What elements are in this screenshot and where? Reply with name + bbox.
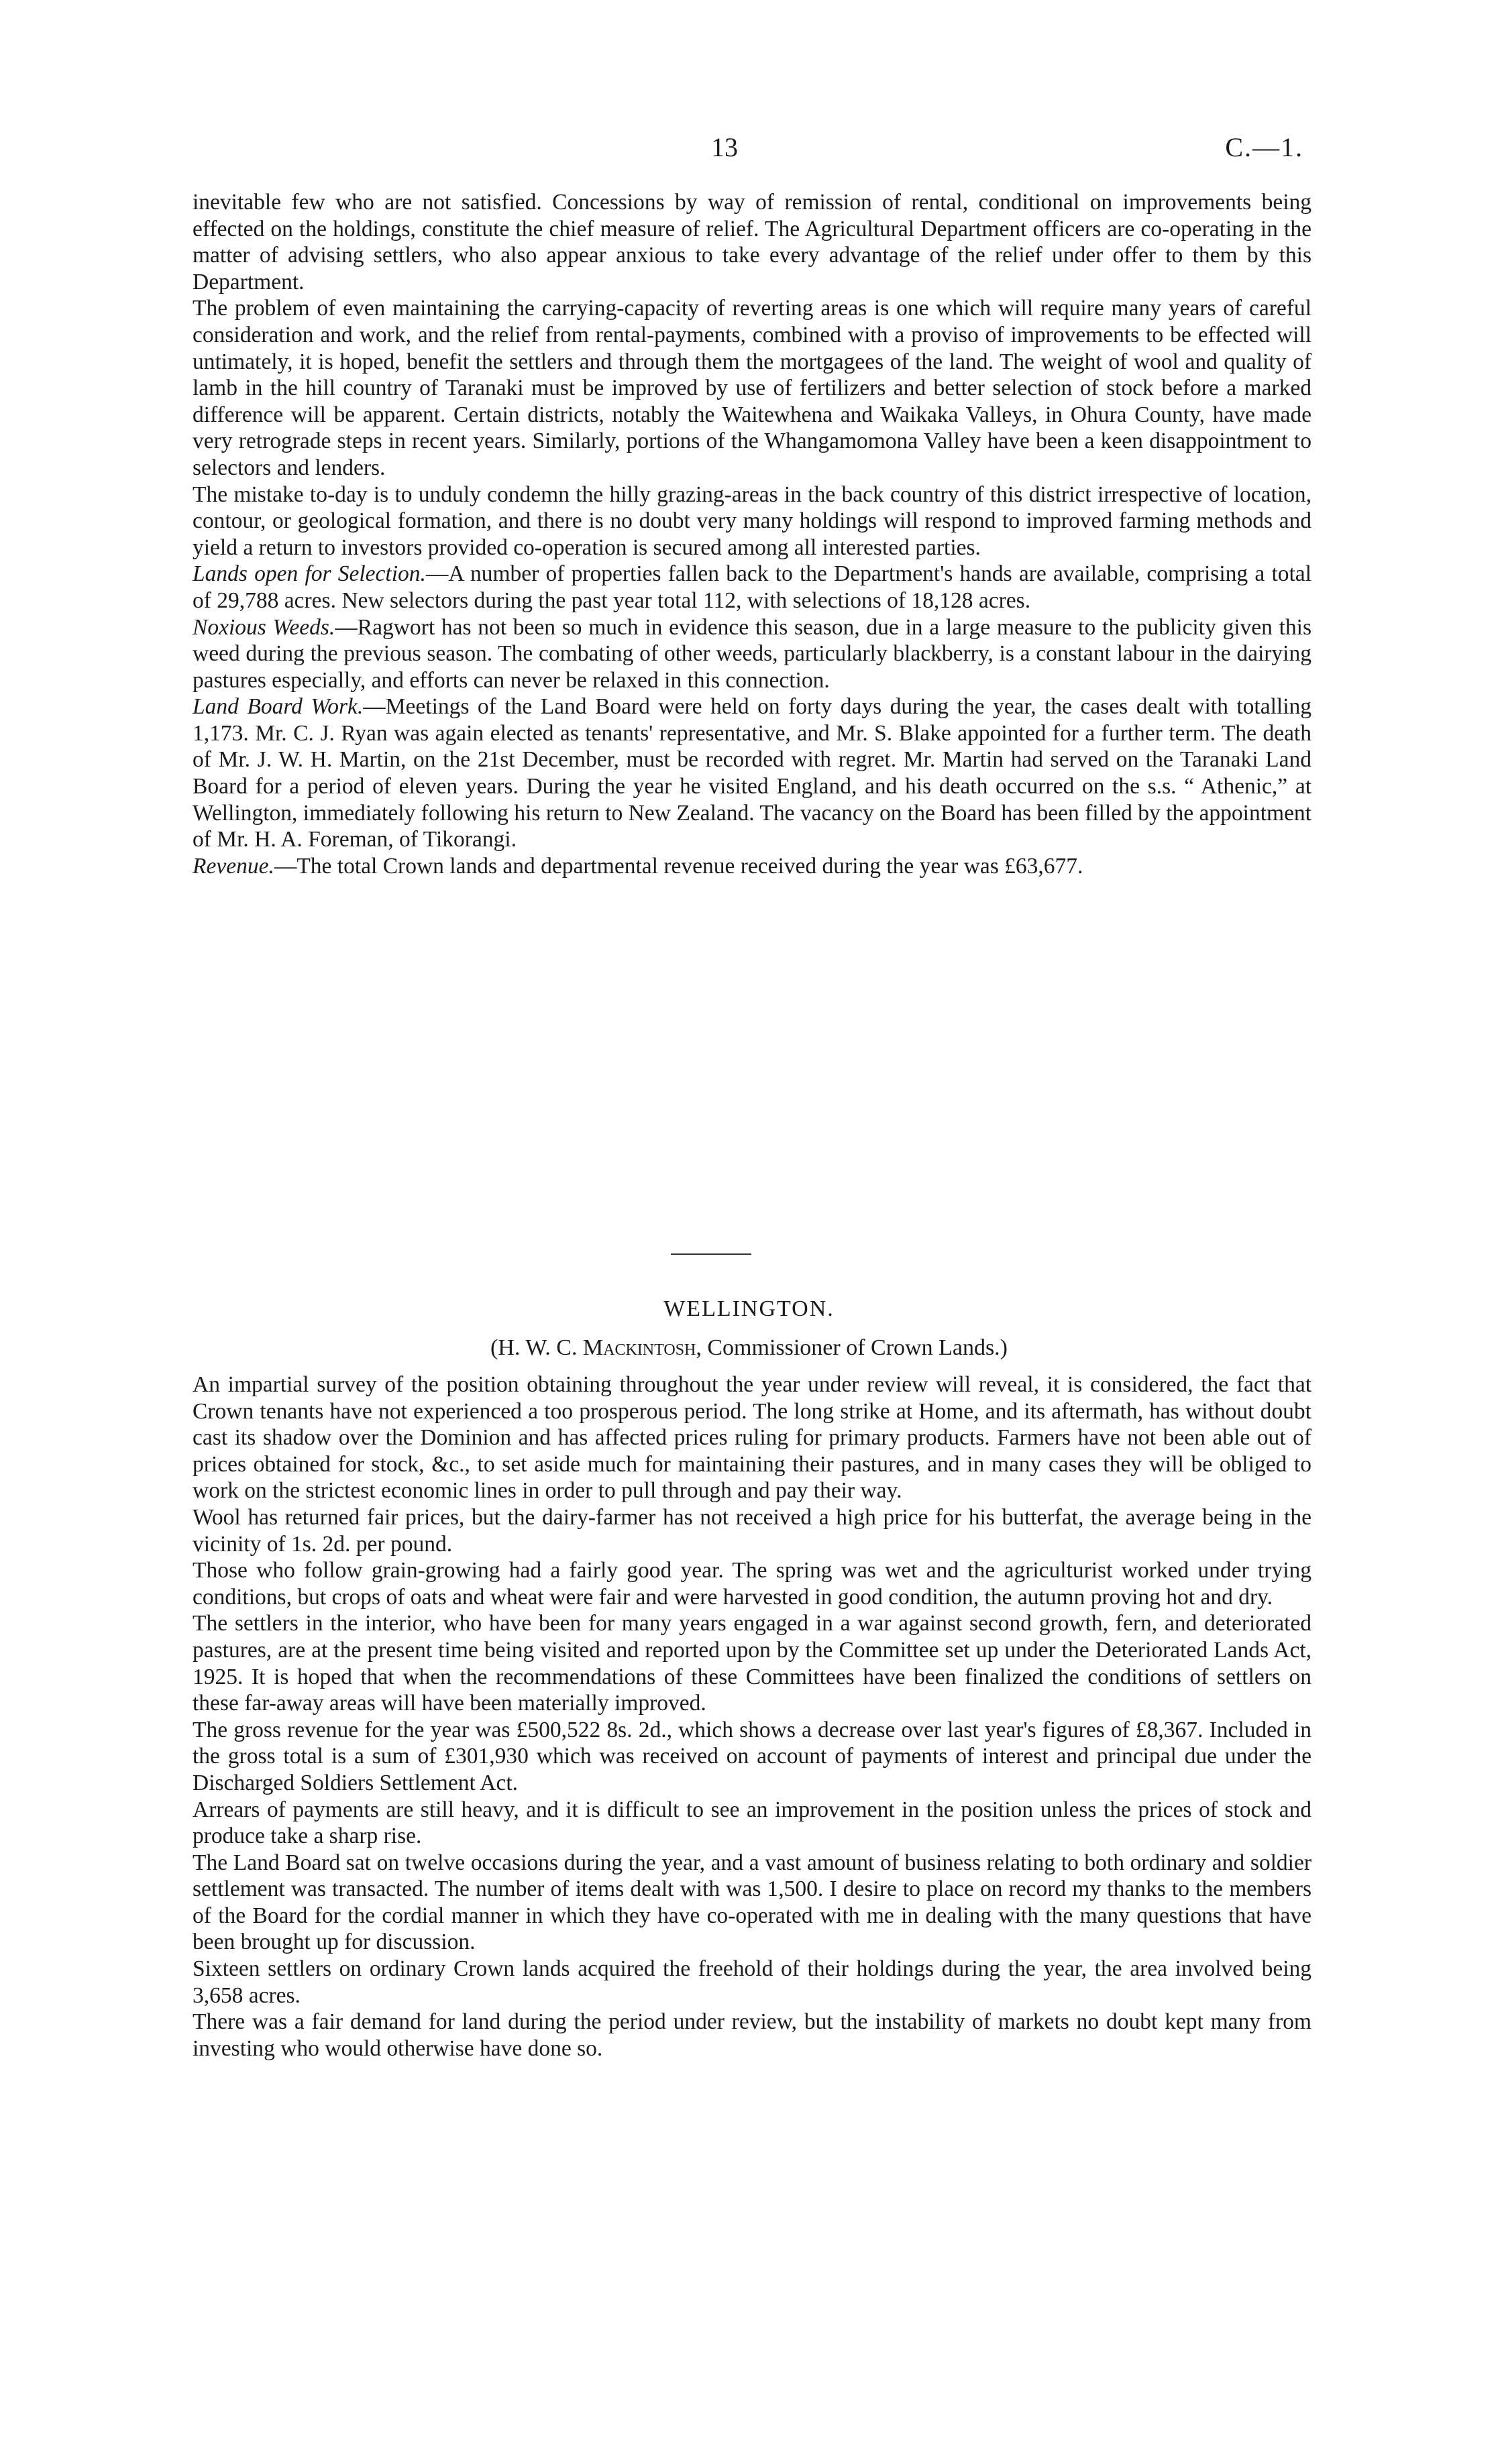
paragraph-text: —Meetings of the Land Board were held on forty days during the year, the cases dealt with totalling 1,173. Mr. C. J. Ryan was again elected as tenants' representative, and Mr. S. Blake appointed for a further term. The death of Mr. J. W. H. Martin, on the 21st December, must be recorded with regret. Mr. Martin had served on the Taranaki Land Board for a period of eleven years. During the year he visited England, and his death occurred on the s.s. “ Athenic,” at Wellington, immediately following his return to New Zealand. The vacancy on the Board has been filled by the appointment of Mr. H. A. Foreman, of Tikorangi. [193, 694, 1312, 852]
paragraph-heading: Revenue. [193, 853, 274, 879]
paragraph-lands-open [193, 561, 1312, 614]
paragraph [193, 1850, 1312, 1956]
paragraph-text: inevitable few who are not satisfied. Concessions by way of remission of rental, conditional on improvements being effected on the holdings, constitute the chief measure of relief. The Agricultural Department officers are co-operating in the matter of advising settlers, who also appear anxious to take every advantage of the relief under offer to them by this Department. [193, 190, 1312, 294]
paragraph-text: —A number of properties fallen back to the Department's hands are available, comprising a total of 29,788 acres. New selectors during the past year total 112, with selections of 18,128 acres. [193, 561, 1312, 613]
commissioner-title: , Commissioner of Crown Lands.) [696, 1335, 1008, 1360]
paragraph [193, 1504, 1312, 1557]
paragraph [193, 1717, 1312, 1797]
paragraph-heading: Noxious Weeds. [193, 614, 335, 640]
paragraph-text: —Ragwort has not been so much in evidence this season, due in a large measure to the publicity given this weed during the previous season. The combating of other weeds, particularly blackberry, is a constant labour in the dairying pastures especially, and efforts can never be relaxed in this connection. [193, 614, 1312, 693]
paragraph-text: The gross revenue for the year was £500,522 8s. 2d., which shows a decrease over last year's figures of £8,367. Included in the gross total is a sum of £301,930 which was received on account of payments of interest and principal due under the Discharged Soldiers Settlement Act. [193, 1717, 1312, 1795]
paragraph-text: —The total Crown lands and departmental revenue received during the year was £63,677. [274, 853, 1083, 879]
paragraph [193, 189, 1312, 295]
wellington-report [193, 1371, 1312, 2062]
paragraph-text: The problem of even maintaining the carrying-capacity of reverting areas is one which will require many years of careful consideration and work, and the relief from rental-payments, combined with a proviso of improvements to be effected will untimately, it is hoped, benefit the settlers and through them the mortgagees of the land. The weight of wool and quality of lamb in the hill country of Taranaki must be improved by use of fertilizers and better selection of stock before a marked difference will be apparent. Certain districts, notably the Waitewhena and Waikaka Valleys, in Ohura County, have made very retrograde steps in recent years. Similarly, portions of the Whangamomona Valley have been a keen disappointment to selectors and lenders. [193, 296, 1312, 480]
paragraph [193, 1371, 1312, 1504]
paragraph-text: Wool has returned fair prices, but the dairy-farmer has not received a high price for his butterfat, the average being in the vicinity of 1s. 2d. per pound. [193, 1504, 1312, 1557]
section-title: WELLINGTON. [663, 1296, 835, 1321]
taranaki-report-continuation [193, 189, 1312, 879]
page-number: 13 [711, 132, 738, 162]
section-divider [671, 1253, 751, 1255]
paragraph [193, 1557, 1312, 1610]
document-reference: C.—1. [1225, 132, 1303, 162]
paragraph-land-board-work [193, 693, 1312, 853]
commissioner-open: (H. W. C. [490, 1335, 583, 1360]
paragraph-text: Arrears of payments are still heavy, and it is difficult to see an improvement in the position unless the prices of stock and produce take a sharp rise. [193, 1797, 1312, 1849]
paragraph-text: Sixteen settlers on ordinary Crown lands acquired the freehold of their holdings during the year, the area involved being 3,658 acres. [193, 1956, 1312, 2008]
paragraph-text: The mistake to-day is to unduly condemn the hilly grazing-areas in the back country of this district irrespective of location, contour, or geological formation, and there is no doubt very many holdings will respond to improved farming methods and yield a return to investors provided co-operation is secured among all interested parties. [193, 482, 1312, 560]
commissioner-name: Mackintosh [582, 1335, 696, 1360]
paragraph-heading: Lands open for Selection. [193, 561, 426, 587]
paragraph [193, 1610, 1312, 1716]
paragraph [193, 295, 1312, 481]
paragraph [193, 482, 1312, 561]
paragraph-text: An impartial survey of the position obtaining throughout the year under review will reveal, it is considered, the fact that Crown tenants have not experienced a too prosperous period. The long strike at Home, and its aftermath, has without doubt cast its shadow over the Dominion and has affected prices ruling for primary products. Farmers have not been able out of prices obtained for stock, &c., to set aside much for maintaining their pastures, and in many cases they will be obliged to work on the strictest economic lines in order to pull through and pay their way. [193, 1372, 1312, 1504]
paragraph [193, 2009, 1312, 2062]
paragraph-text: There was a fair demand for land during the period under review, but the instability of markets no doubt kept many from investing who would otherwise have done so. [193, 2009, 1312, 2061]
paragraph [193, 1797, 1312, 1850]
paragraph-text: The Land Board sat on twelve occasions during the year, and a vast amount of business relating to both ordinary and soldier settlement was transacted. The number of items dealt with was 1,500. I desire to place on record my thanks to the members of the Board for the cordial manner in which they have co-operated with me in dealing with the many questions that have been brought up for discussion. [193, 1850, 1312, 1955]
commissioner-line [0, 1335, 1498, 1361]
paragraph-revenue [193, 853, 1312, 880]
paragraph [193, 1956, 1312, 2009]
paragraph-heading: Land Board Work. [193, 694, 364, 720]
paragraph-noxious-weeds [193, 614, 1312, 694]
page-header [0, 131, 1498, 172]
paragraph-text: Those who follow grain-growing had a fairly good year. The spring was wet and the agriculturist worked under trying conditions, but crops of oats and wheat were fair and were harvested in good condition, the autumn proving hot and dry. [193, 1558, 1312, 1610]
paragraph-text: The settlers in the interior, who have been for many years engaged in a war against second growth, fern, and deteriorated pastures, are at the present time being visited and reported upon by the Committee set up under the Deteriorated Lands Act, 1925. It is hoped that when the recommendations of these Committees have been finalized the conditions of settlers on these far-away areas will have been materially improved. [193, 1611, 1312, 1716]
